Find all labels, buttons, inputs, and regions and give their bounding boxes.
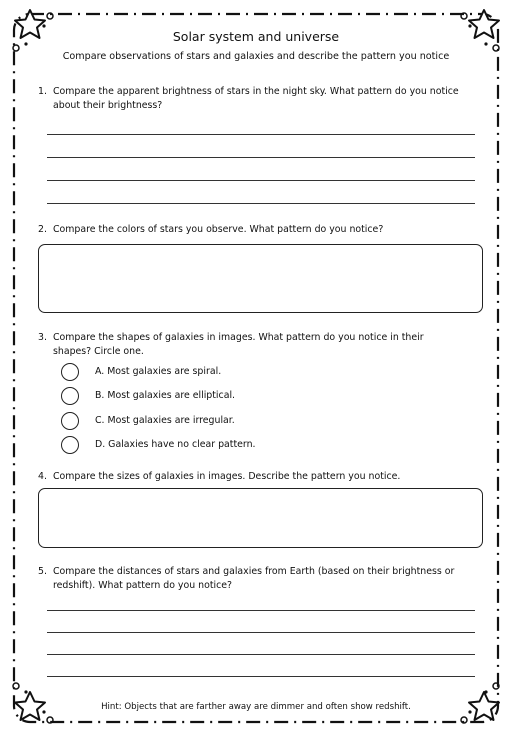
question-number: 5. [38, 566, 47, 577]
question-5 [38, 565, 458, 591]
question-1 [38, 85, 459, 111]
option-label: D. Galaxies have no clear pattern. [95, 439, 256, 450]
answer-line[interactable] [47, 134, 475, 135]
question-number: 3. [38, 332, 47, 343]
hint-text: Hint: Objects that are farther away are dimmer and often show redshift. [101, 702, 411, 712]
answer-line[interactable] [47, 203, 475, 204]
answer-line[interactable] [47, 632, 475, 633]
option-label: B. Most galaxies are elliptical. [95, 390, 236, 401]
question-text: Compare the apparent brightness of stars in the night sky. What pattern do you notice about their brightness? [53, 86, 459, 111]
question-3 [38, 331, 458, 357]
question-number: 1. [38, 86, 47, 97]
answer-box[interactable] [38, 488, 483, 548]
worksheet-subtitle: Compare observations of stars and galaxies and describe the pattern you notice [62, 51, 450, 62]
option-circle[interactable] [61, 363, 79, 381]
question-number: 2. [38, 224, 47, 235]
question-2 [38, 223, 458, 237]
worksheet-title: Solar system and universe [172, 29, 340, 44]
question-text: Compare the distances of stars and galaxies from Earth (based on their brightness or redshift). What pattern do you notice? [53, 566, 455, 591]
answer-line[interactable] [47, 180, 475, 181]
question-text: Compare the shapes of galaxies in images. What pattern do you notice in their shapes? Circle one. [53, 332, 424, 357]
question-4 [38, 470, 458, 484]
option-circle[interactable] [61, 412, 79, 430]
answer-line[interactable] [47, 610, 475, 611]
answer-line[interactable] [47, 654, 475, 655]
question-number: 4. [38, 471, 47, 482]
question-text: Compare the colors of stars you observe. What pattern do you notice? [53, 224, 384, 235]
option-label: C. Most galaxies are irregular. [95, 415, 235, 426]
answer-line[interactable] [47, 676, 475, 677]
question-text: Compare the sizes of galaxies in images. Describe the pattern you notice. [53, 471, 401, 482]
answer-line[interactable] [47, 157, 475, 158]
option-circle[interactable] [61, 387, 79, 405]
answer-box[interactable] [38, 244, 483, 313]
option-circle[interactable] [61, 436, 79, 454]
option-label: A. Most galaxies are spiral. [95, 366, 222, 377]
